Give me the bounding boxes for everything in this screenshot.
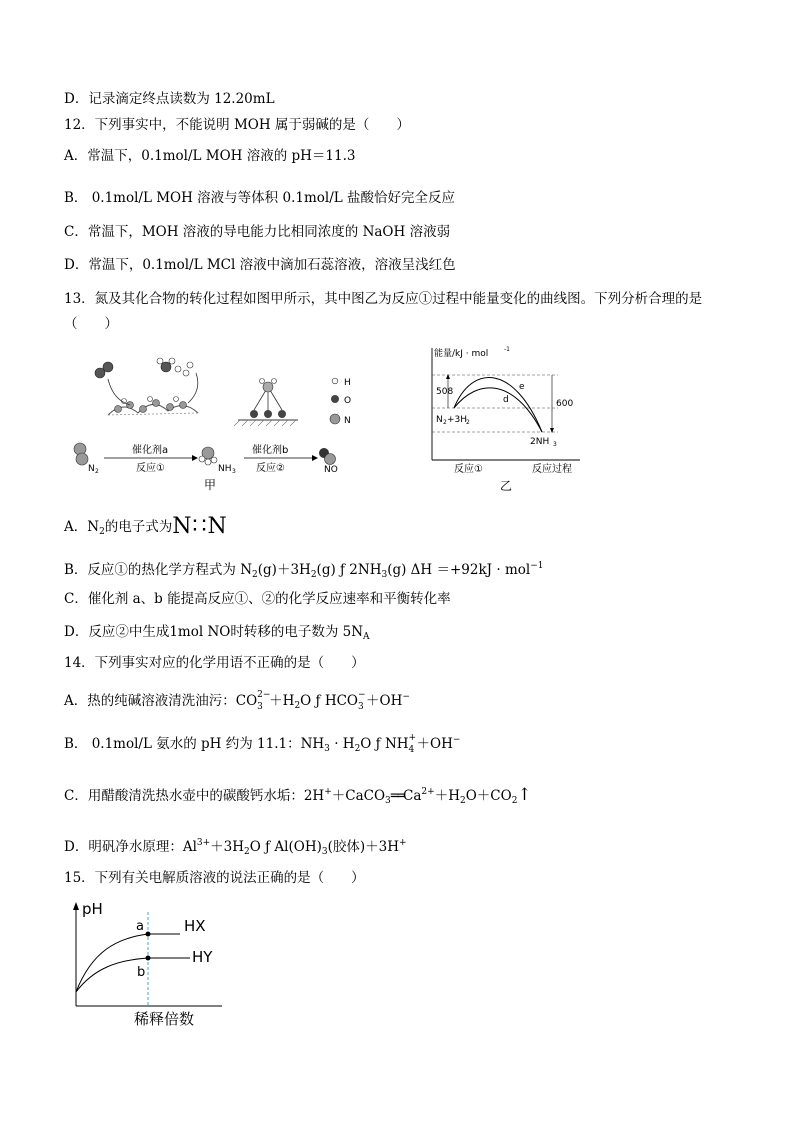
ph-axis-label: pH — [82, 900, 103, 918]
q13-option-a: A．$N_2$的电子式为N∷N — [64, 514, 228, 539]
no-label: NO — [324, 465, 338, 475]
q13-figure-yi — [410, 342, 600, 494]
q12-option-c: C．常温下，MOH 溶液的导电能力比相同浓度的 NaOH 溶液弱 — [64, 224, 451, 240]
q15-stem: 15．下列有关电解质溶液的说法正确的是（ ） — [64, 870, 365, 886]
point-a-label: a — [136, 919, 144, 934]
q12-stem: 12．下列事实中，不能说明 MOH 属于弱碱的是（ ） — [64, 117, 410, 133]
hx-label: HX — [184, 917, 206, 935]
q14-option-c: C．用醋酸清洗热水壶中的碳酸钙水垢：$2H^++CaCO_3══Ca^{2+}+H_2O+CO_2↑$ — [64, 785, 532, 806]
catalyst-a-label: 催化剂a — [132, 445, 169, 456]
dilution-axis-label: 稀释倍数 — [134, 1010, 195, 1028]
point-b-label: b — [137, 965, 146, 980]
q15-figure — [62, 896, 232, 1030]
n2-electron-formula: N∷N — [172, 514, 228, 539]
product-label: 2NH — [530, 437, 550, 447]
n2-label: N — [88, 464, 95, 474]
q12-option-b: B． 0.1mol/L MOH 溶液与等体积 0.1mol/L 盐酸恰好完全反应 — [64, 190, 455, 206]
curve-e-label: e — [519, 382, 525, 392]
legend-o: O — [344, 396, 352, 406]
figure-yi-caption: 乙 — [500, 479, 513, 493]
q14-option-a: A．热的纯碱溶液清洗油污：CO 2− 3 $+H_2O$ ƒ HCO − 3 ＋OH− — [64, 690, 410, 712]
q13-option-b: B．反应①的热化学方程式为 $N_2(g)+3H_2(g)$ ƒ $2NH_3(g)$ ΔH ＝+92kJ · mol$^{-1}$ — [64, 561, 544, 580]
reactants-sub2: 2 — [466, 419, 470, 426]
reaction2-label: 反应② — [256, 463, 285, 474]
value-508: 508 — [436, 387, 454, 397]
legend-h: H — [344, 378, 351, 388]
q11-option-d: D．记录滴定终点读数为 12.20mL — [64, 91, 275, 107]
reaction1-label: 反应① — [136, 463, 165, 474]
energy-axis-label: 能量/kJ · mol — [434, 349, 489, 359]
q12-option-a: A．常温下，0.1mol/L MOH 溶液的 pH＝11.3 — [64, 148, 356, 164]
nh3-label: NH — [218, 464, 232, 474]
x-reaction1-label: 反应① — [454, 464, 483, 475]
q13-stem-line1: 13．氮及其化合物的转化过程如图甲所示，其中图乙为反应①过程中能量变化的曲线图。下列分析合理的是 — [64, 291, 703, 307]
q13-stem-line2: （ ） — [64, 316, 118, 332]
curve-d-label: d — [503, 395, 509, 405]
q12-option-d: D．常温下，0.1mol/L MCl 溶液中滴加石蕊溶液，溶液呈浅红色 — [64, 257, 456, 273]
hy-label: HY — [192, 948, 213, 966]
n2-sub: 2 — [95, 468, 99, 475]
q13-option-d: D．反应②中生成1mol NO时转移的电子数为 $5N_A$ — [64, 624, 370, 642]
x-process-label: 反应过程 — [532, 464, 572, 475]
q14-stem: 14．下列事实对应的化学用语不正确的是（ ） — [64, 655, 365, 671]
catalyst-b-label: 催化剂b — [252, 445, 289, 456]
energy-axis-sup: -1 — [504, 346, 510, 353]
nh3-sub: 3 — [232, 468, 236, 475]
figure-jia-caption: 甲 — [204, 478, 217, 492]
reactants-mid: +3H — [447, 415, 468, 425]
product-sub: 3 — [553, 441, 557, 448]
reactants-sub1: 2 — [443, 419, 447, 426]
legend-n: N — [344, 416, 351, 426]
value-600: 600 — [556, 399, 574, 409]
q13-option-c: C．催化剂 a、b 能提高反应①、②的化学反应速率和平衡转化率 — [64, 591, 451, 607]
q13-figure-jia — [68, 345, 368, 495]
q14-option-b: B． 0.1mol/L 氨水的 pH 约为 11.1：$NH_3 \cdot H_2O$ ƒ NH + 4 ＋OH− — [64, 733, 461, 755]
reactants-label: N — [436, 415, 443, 425]
q14-option-d: D．明矾净水原理：$Al^{3+}+3H_2O$ ƒ $Al(OH)_3$(胶体)＋3H+ — [64, 838, 407, 857]
